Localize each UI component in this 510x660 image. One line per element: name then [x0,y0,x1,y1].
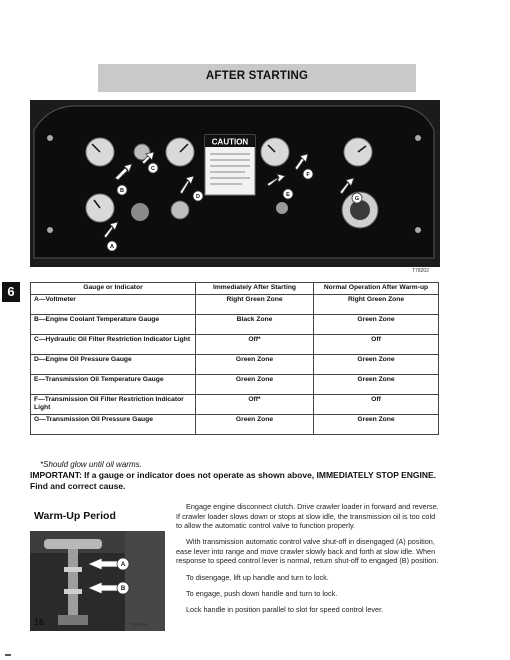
table-cell: Right Green Zone [314,295,439,315]
table-cell: Right Green Zone [196,295,314,315]
callout-a-valve: A [120,562,126,568]
paragraph: To engage, push down handle and turn to lock. [186,588,338,598]
callout-a: A [110,244,114,250]
footnote: *Should glow until oil warms. [40,460,142,469]
table-cell: Green Zone [196,355,314,375]
table-cell: Green Zone [196,415,314,435]
figure-code-2: T58973H [130,622,149,627]
table-cell: Green Zone [314,315,439,335]
paragraph: Lock handle in position parallel to slot for speed control lever. [186,604,384,614]
table-cell: Green Zone [314,375,439,395]
table-row [31,315,439,335]
table-cell: Black Zone [196,315,314,335]
callout-e: E [286,192,290,198]
section-title: Warm-Up Period [34,510,116,522]
table-row [31,415,439,435]
table-cell: Off* [196,335,314,355]
column-header: Normal Operation After Warm-up [314,283,439,295]
table-cell: B—Engine Coolant Temperature Gauge [31,315,196,335]
column-header: Immediately After Starting [196,283,314,295]
table-row [31,395,439,415]
page-number: 16 [34,617,45,627]
paragraph: To disengage, lift up handle and turn to lock. [186,572,329,582]
table-cell: G—Transmission Oil Pressure Gauge [31,415,196,435]
chapter-tab: 6 [2,282,20,302]
callout-b: B [120,188,124,194]
svg-text:CAUTION: CAUTION [211,137,249,147]
table-cell: A—Voltmeter [31,295,196,315]
table-cell: C—Hydraulic Oil Filter Restriction Indicator Light [31,335,196,355]
gauge-table [30,282,439,435]
dashboard-photo [30,100,440,267]
callout-c: C [151,166,155,172]
table-cell: Off [314,335,439,355]
table-row [31,335,439,355]
table-row [31,295,439,315]
callout-g: G [354,196,360,202]
table-cell: F—Transmission Oil Filter Restriction Indicator Light [31,395,196,415]
figure-code: T78202 [412,268,429,274]
page-title: AFTER STARTING [205,70,309,82]
column-header: Gauge or Indicator [31,283,196,295]
table-cell: Off* [196,395,314,415]
margin-mark [5,654,11,656]
warmup-body [176,502,440,621]
table-cell: D—Engine Oil Pressure Gauge [31,355,196,375]
callout-f: F [306,172,310,178]
callout-d: D [196,194,200,200]
table-cell: Off [314,395,439,415]
paragraph: With transmission automatic control valve shut-off in disengaged (A) position, ease lever into range and move crawler slowly back and forth at slow idle. When response to speed control lever is normal, return shut-off to engaged (B) position. [176,537,439,566]
callout-b-valve: B [120,586,126,592]
table-row [31,355,439,375]
table-cell: Green Zone [314,355,439,375]
control-valve-photo [30,531,165,631]
table-cell: Green Zone [196,375,314,395]
paragraph: Engage engine disconnect clutch. Drive crawler loader in forward and reverse. If crawler loader slows down or stops at slow idle, the transmission oil is too cold to allow the automatic control valve to function properly. [176,502,439,531]
table-row [31,375,439,395]
table-header-row [31,283,439,295]
table-cell: Green Zone [314,415,439,435]
important-notice: IMPORTANT: If a gauge or indicator does not operate as shown above, IMMEDIATELY STOP ENGINE. Find and correct cause. [30,470,437,491]
table-cell: E—Transmission Oil Temperature Gauge [31,375,196,395]
